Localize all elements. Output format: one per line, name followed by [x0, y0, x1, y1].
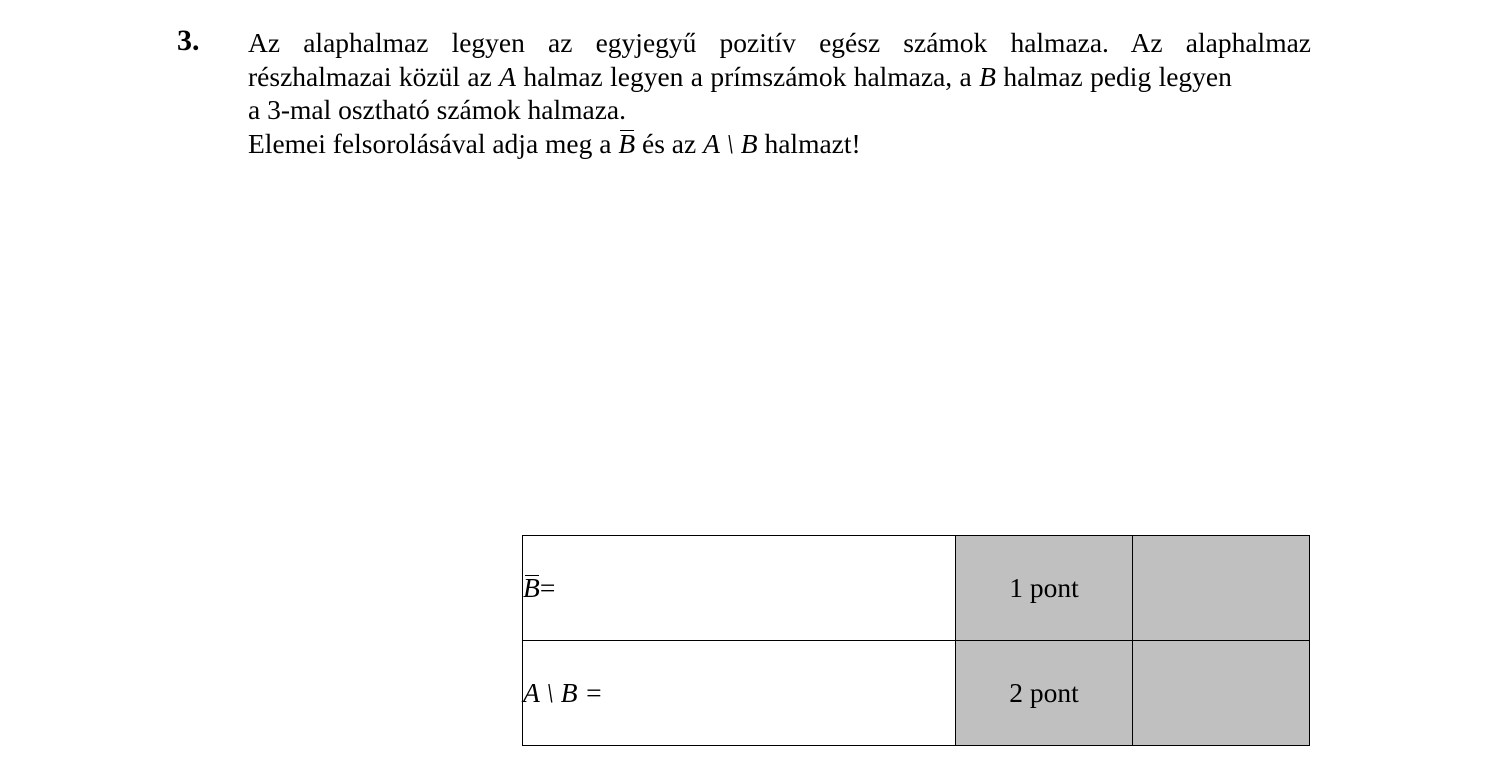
question-line-4-part-2: és az — [642, 127, 704, 159]
points-cell-complement: 1 pont — [956, 536, 1133, 641]
question-line-2-part-1: részhalmazai közül az — [248, 60, 500, 92]
difference-label: A \ B = — [523, 677, 603, 708]
points-cell-difference: 2 pont — [956, 641, 1133, 746]
set-a-symbol: A — [499, 60, 516, 92]
question-line-3: a 3-mal osztható számok halmaza. — [248, 94, 626, 125]
answer-table — [522, 535, 1310, 746]
question-line-1: Az alaphalmaz legyen az egyjegyű pozitív egész számok halmaza. Az alaphalmaz — [248, 27, 1311, 58]
answer-row-difference — [523, 641, 1310, 746]
question-line-2-part-3: halmaz pedig legyen — [995, 60, 1232, 92]
question-text — [248, 26, 1311, 160]
answer-cell-complement[interactable] — [523, 536, 956, 641]
question-line-4-part-1: Elemei felsorolásával adja meg a — [248, 127, 619, 159]
score-cell-difference — [1133, 641, 1310, 746]
question-line-2 — [248, 60, 1311, 94]
question-number: 3. — [177, 24, 200, 57]
question-line-4-part-3: halmazt! — [757, 127, 861, 159]
score-cell-complement — [1133, 536, 1310, 641]
equals-sign: = — [539, 572, 556, 603]
answer-row-complement — [523, 536, 1310, 641]
complement-b-label: B — [523, 572, 540, 603]
complement-b-symbol: B — [618, 127, 636, 159]
question-line-2-part-2: halmaz legyen a prímszámok halmaza, a — [515, 60, 980, 92]
question-line-4 — [248, 127, 1311, 161]
set-difference-symbol: A \ B — [703, 127, 758, 159]
answer-cell-difference[interactable] — [523, 641, 956, 746]
set-b-symbol: B — [979, 60, 996, 92]
